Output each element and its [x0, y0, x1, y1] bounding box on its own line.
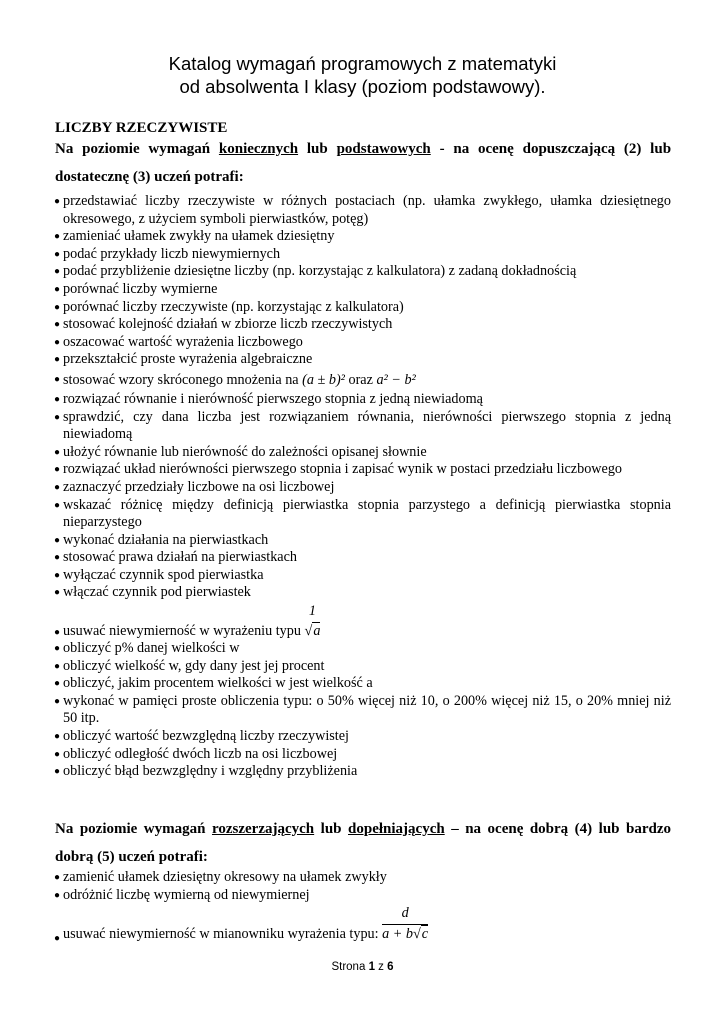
footer-page-number: 1 [368, 961, 375, 973]
irrational-list-item: ● usuwać niewymierność w wyrażeniu typu 1 √a [54, 603, 321, 640]
level2-heading [55, 815, 671, 871]
level2-list [0, 869, 725, 943]
list-item: ● porównać liczby rzeczywiste (np. korzystając z kalkulatora) [54, 298, 404, 315]
list-item: ● rozwiązać układ nierówności pierwszego stopnia i zapisać wynik w postaci przedziału liczbowego [54, 461, 623, 478]
list-item: ● sprawdzić, czy dana liczba jest rozwiązaniem równania, nierówności pierwszego stopnia z jedną niewiadomą [54, 408, 671, 443]
level2-prefix: Na poziomie wymagań [55, 821, 206, 837]
list-item: ● wyłączać czynnik spod pierwiastka [54, 566, 264, 583]
level1-heading [55, 135, 671, 191]
formula-conjunction: oraz [348, 371, 373, 388]
list-item: ● obliczyć p% danej wielkości w [54, 640, 240, 657]
level2-req1: rozszerzających [211, 821, 315, 837]
list-item: ● obliczyć błąd bezwzględny i względny przybliżenia [54, 763, 358, 780]
list-item: ● podać przybliżenie dziesiętne liczby (np. korzystając z kalkulatora) z zadaną dokładnością [54, 263, 577, 280]
section-title: LICZBY RZECZYWISTE [55, 120, 228, 136]
footer-label: Strona [331, 961, 366, 973]
list-item: ● wykonać w pamięci proste obliczenia typu: o 50% więcej niż 10, o 200% więcej niż 15, o 20% mniej niż 50 itp. [54, 692, 671, 727]
denominator-list-item: ● usuwać niewymierność w mianowniku wyrażenia typu: $\frac{d}{a + b√c}$ [54, 905, 429, 945]
list-item: ● zaznaczyć przedziały liczbowe na osi liczbowej [54, 478, 335, 495]
list-item: ● wskazać różnicę między definicją pierwiastka stopnia parzystego a definicją pierwiastka stopnia nieparzystego [54, 496, 671, 531]
formula-list-item: ● stosować wzory skróconego mnożenia na (a ± b)² oraz a² − b² [54, 371, 416, 388]
list-item: ● podać przykłady liczb niewymiernych [54, 245, 281, 262]
list-item: ● stosować kolejność działań w zbiorze liczb rzeczywistych [54, 316, 393, 333]
level1-req2: podstawowych [336, 141, 431, 157]
list-item: ● oszacować wartość wyrażenia liczbowego [54, 333, 303, 350]
list-item: ● ułożyć równanie lub nierówność do zależności opisanej słownie [54, 443, 427, 460]
list-item: ● przekształcić proste wyrażenia algebraiczne [54, 351, 313, 368]
fraction-d-over-a-plus-b-sqrt-c: $\frac{d}{a + b√c}$ [382, 905, 429, 943]
footer-total-pages: 6 [387, 961, 394, 973]
list-item: ● zamienić ułamek dziesiętny okresowy na ułamek zwykły [54, 869, 387, 885]
list-item: ● wykonać działania na pierwiastkach [54, 531, 269, 548]
list-item: ● rozwiązać równanie i nierówność pierwszego stopnia z jedną niewiadomą [54, 390, 483, 407]
list-item: ● obliczyć odległość dwóch liczb na osi liczbowej [54, 745, 338, 762]
list-item: ● obliczyć wartość bezwzględną liczby rzeczywistej [54, 728, 349, 745]
level2-mid: lub [320, 821, 342, 837]
level1-req1: koniecznych [218, 141, 299, 157]
list-item: ● odróżnić liczbę wymierną od niewymiernej [54, 886, 310, 903]
list-item: ● włączać czynnik pod pierwiastek [54, 584, 251, 601]
formula-difference-of-squares: a² − b² [376, 371, 416, 388]
level2-req2: dopełniających [348, 821, 445, 837]
level1-list [0, 193, 725, 781]
list-item: ● porównać liczby wymierne [54, 280, 218, 297]
formula-square-of-sum: (a ± b)² [302, 371, 345, 388]
page-footer [0, 961, 725, 973]
title-line-2: od absolwenta I klasy (poziom podstawowy). [179, 76, 546, 97]
footer-of: z [378, 961, 384, 973]
level1-prefix: Na poziomie wymagań [55, 141, 211, 157]
list-item: ● stosować prawa działań na pierwiastkach [54, 549, 297, 566]
list-item: ● obliczyć, jakim procentem wielkości w jest wielkość a [54, 675, 373, 692]
document-title [0, 52, 725, 98]
title-line-1: Katalog wymagań programowych z matematyki [168, 53, 557, 74]
level1-suffix: - na ocenę dopuszczającą (2) lub dostatecznę (3) uczeń potrafi: [55, 141, 672, 185]
list-item: ● przedstawiać liczby rzeczywiste w różnych postaciach (np. ułamka zwykłego, ułamka dziesiętnego okresowego, z użyciem symboli pierwiastków, potęg) [54, 193, 671, 227]
list-item: ● obliczyć wielkość w, gdy dany jest jej procent [54, 657, 325, 674]
list-item: ● zamieniać ułamek zwykły na ułamek dziesiętny [54, 228, 335, 245]
fraction-one-over-sqrt-a: 1 √a [304, 603, 321, 640]
level1-mid: lub [306, 141, 328, 157]
level2-suffix: – na ocenę dobrą (4) lub bardzo dobrą (5) uczeń potrafi: [55, 821, 672, 865]
